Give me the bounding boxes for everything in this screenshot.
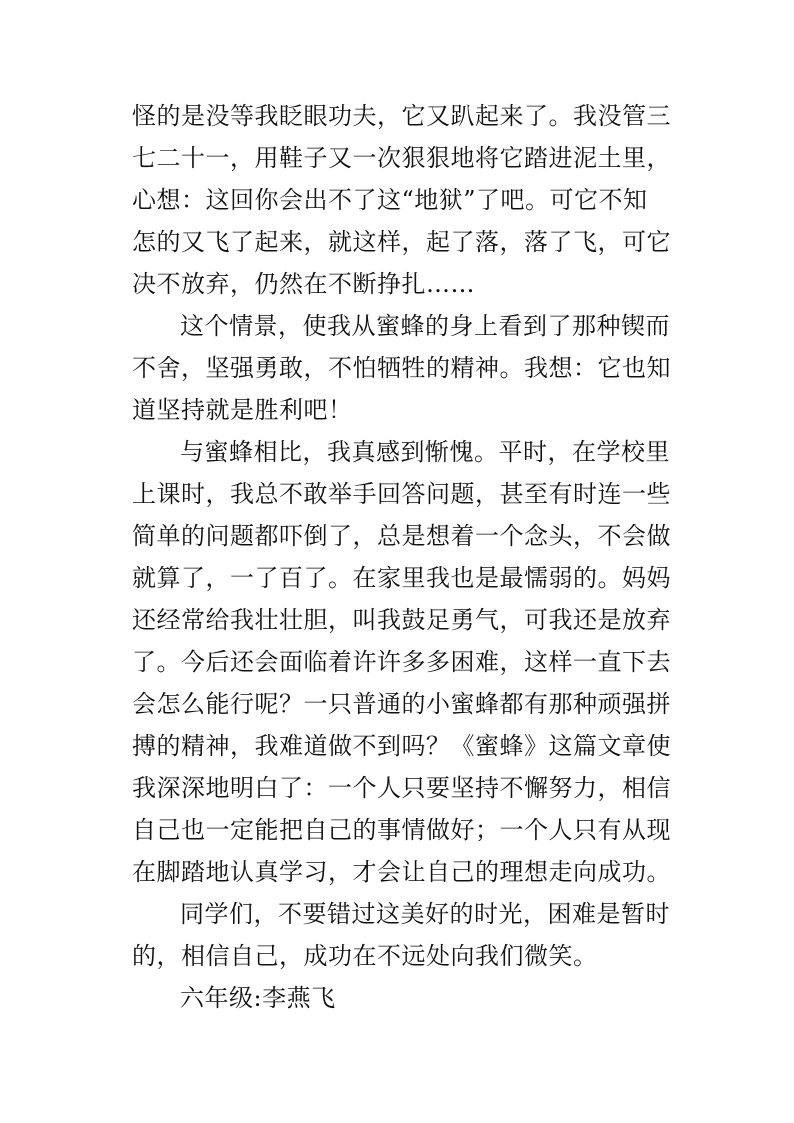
text-line: 在脚踏地认真学习，才会让自己的理想走向成功。 (132, 858, 671, 886)
text-line: 会怎么能行呢？一只普通的小蜜蜂都有那种顽强拼 (132, 690, 671, 718)
text-line: 心想：这回你会出不了这“地狱”了吧。可它不知 (132, 186, 648, 214)
text-line: 还经常给我壮壮胆，叫我鼓足勇气，可我还是放弃 (132, 606, 671, 634)
author-line: 六年级:李燕飞 (180, 984, 336, 1012)
text-line: 了。今后还会面临着许许多多困难，这样一直下去 (132, 648, 671, 676)
text-line: 怪的是没等我眨眼功夫，它又趴起来了。我没管三 (132, 102, 671, 130)
text-line: 怎的又飞了起来，就这样，起了落，落了飞，可它 (132, 228, 671, 256)
text-line: 决不放弃，仍然在不断挣扎…… (132, 270, 475, 298)
document-page (132, 95, 692, 1019)
text-line: 搏的精神，我难道做不到吗？《蜜蜂》这篇文章使 (132, 732, 671, 760)
paragraph-start-line: 这个情景，使我从蜜蜂的身上看到了那种锲而 (180, 312, 670, 340)
text-line: 不舍，坚强勇敢，不怕牺牲的精神。我想：它也知 (132, 354, 671, 382)
paragraph-start-line: 与蜜蜂相比，我真感到惭愧。平时，在学校里 (180, 438, 670, 466)
paragraph-start-line: 同学们，不要错过这美好的时光，困难是暂时 (180, 900, 670, 928)
text-line: 就算了，一了百了。在家里我也是最懦弱的。妈妈 (132, 564, 671, 592)
text-line: 我深深地明白了：一个人只要坚持不懈努力，相信 (132, 774, 671, 802)
text-line: 七二十一，用鞋子又一次狠狠地将它踏进泥土里， (132, 144, 671, 172)
text-line: 自己也一定能把自己的事情做好；一个人只有从现 (132, 816, 671, 844)
text-line: 上课时，我总不敢举手回答问题，甚至有时连一些 (132, 480, 671, 508)
text-line: 的，相信自己，成功在不远处向我们微笑。 (132, 942, 598, 970)
text-line: 简单的问题都吓倒了，总是想着一个念头，不会做 (132, 522, 671, 550)
text-line: 道坚持就是胜利吧！ (132, 396, 353, 424)
